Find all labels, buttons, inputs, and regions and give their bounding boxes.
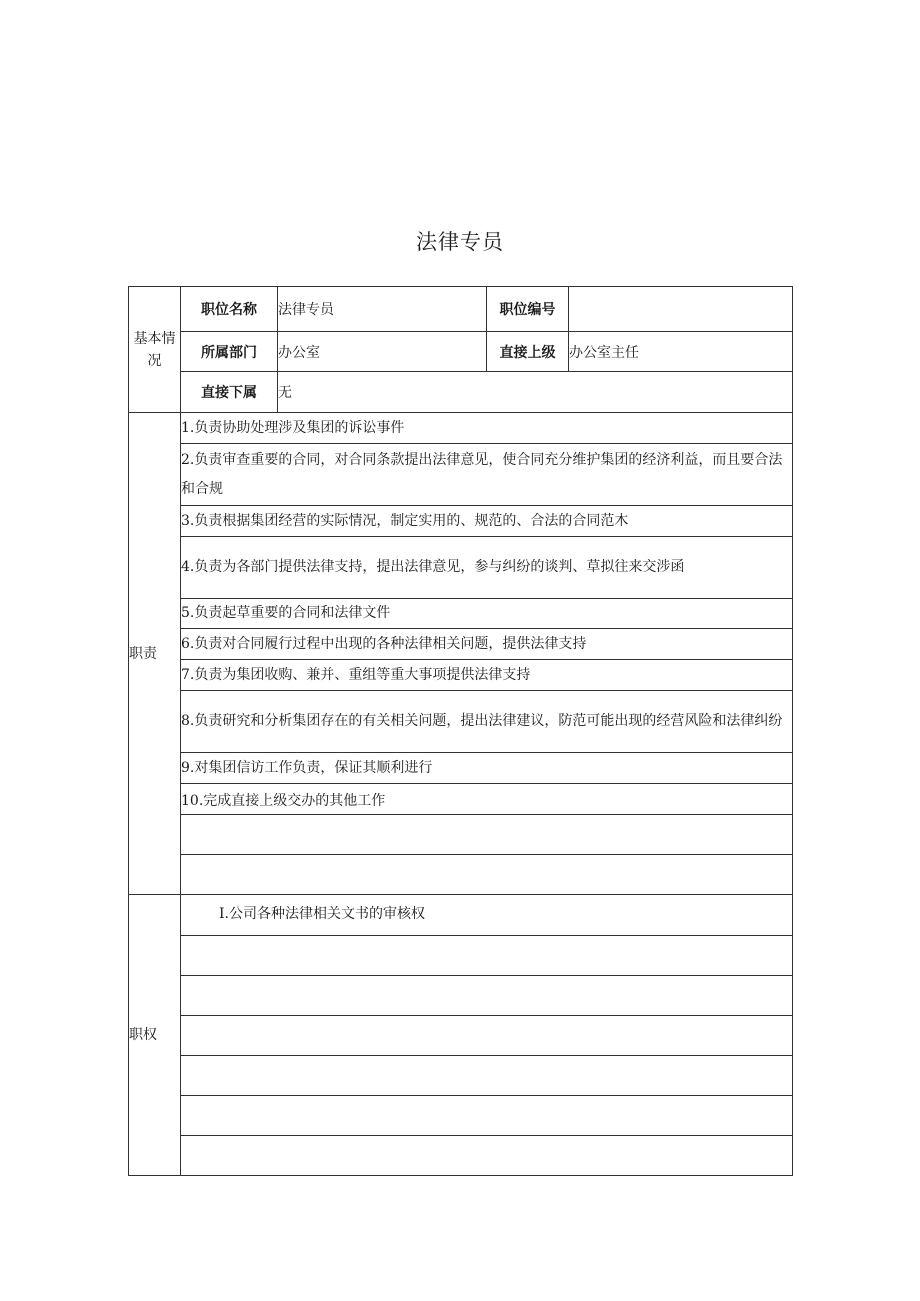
section-label-authority: 职权 [129, 895, 181, 1176]
duty-item-1: 1.负责协助处理涉及集团的诉讼事件 [181, 413, 793, 444]
authority-item-2 [181, 936, 793, 976]
authority-item-1: I.公司各种法律相关文书的审核权 [181, 895, 793, 936]
duty-row [129, 599, 793, 629]
basic-row-2 [129, 332, 793, 372]
duty-item-4: 4.负责为各部门提供法律支持，提出法律意见，参与纠纷的谈判、草拟往来交涉函 [181, 537, 793, 599]
duty-item-7: 7.负责为集团收购、兼并、重组等重大事项提供法律支持 [181, 660, 793, 691]
duty-row [129, 784, 793, 815]
position-code-label: 职位编号 [487, 287, 569, 332]
duty-item-10: 10.完成直接上级交办的其他工作 [181, 784, 793, 815]
duty-row [129, 537, 793, 599]
position-code-value [569, 287, 793, 332]
job-description-table [128, 286, 793, 1176]
duty-item-9: 9.对集团信访工作负责，保证其顺利进行 [181, 753, 793, 784]
duty-row-empty [129, 855, 793, 895]
superior-value: 办公室主任 [569, 332, 793, 372]
position-name-label: 职位名称 [181, 287, 278, 332]
duty-row [129, 660, 793, 691]
authority-row-empty [129, 936, 793, 976]
department-label: 所属部门 [181, 332, 278, 372]
authority-row-empty [129, 1016, 793, 1056]
duty-item-6: 6.负责对合同履行过程中出现的各种法律相关问题，提供法律支持 [181, 629, 793, 660]
authority-row-empty [129, 1056, 793, 1096]
duty-item-12 [181, 855, 793, 895]
duty-item-2: 2.负责审查重要的合同，对合同条款提出法律意见，使合同充分维护集团的经济利益，而且要合法和合规 [181, 444, 793, 506]
duty-row [129, 691, 793, 753]
duty-item-11 [181, 815, 793, 855]
authority-row [129, 895, 793, 936]
authority-item-6 [181, 1096, 793, 1136]
duty-item-8: 8.负责研究和分析集团存在的有关相关问题，提出法律建议，防范可能出现的经营风险和法律纠纷 [181, 691, 793, 753]
superior-label: 直接上级 [487, 332, 569, 372]
subordinate-label: 直接下属 [181, 372, 278, 413]
basic-row-3 [129, 372, 793, 413]
section-label-duties: 职责 [129, 413, 181, 895]
authority-item-5 [181, 1056, 793, 1096]
duty-row [129, 444, 793, 506]
document-title: 法律专员 [416, 230, 504, 254]
authority-row-empty [129, 976, 793, 1016]
duty-row [129, 753, 793, 784]
authority-item-7 [181, 1136, 793, 1176]
authority-item-3 [181, 976, 793, 1016]
basic-row-1 [129, 287, 793, 332]
authority-item-4 [181, 1016, 793, 1056]
position-name-value: 法律专员 [278, 287, 487, 332]
authority-row-empty [129, 1096, 793, 1136]
duty-row-empty [129, 815, 793, 855]
authority-row-empty [129, 1136, 793, 1176]
duty-row [129, 506, 793, 537]
section-label-basic: 基本情况 [129, 287, 181, 413]
duty-row [129, 629, 793, 660]
duty-row [129, 413, 793, 444]
subordinate-value: 无 [278, 372, 793, 413]
duty-item-5: 5.负责起草重要的合同和法律文件 [181, 599, 793, 629]
duty-item-3: 3.负责根据集团经营的实际情况，制定实用的、规范的、合法的合同范木 [181, 506, 793, 537]
department-value: 办公室 [278, 332, 487, 372]
